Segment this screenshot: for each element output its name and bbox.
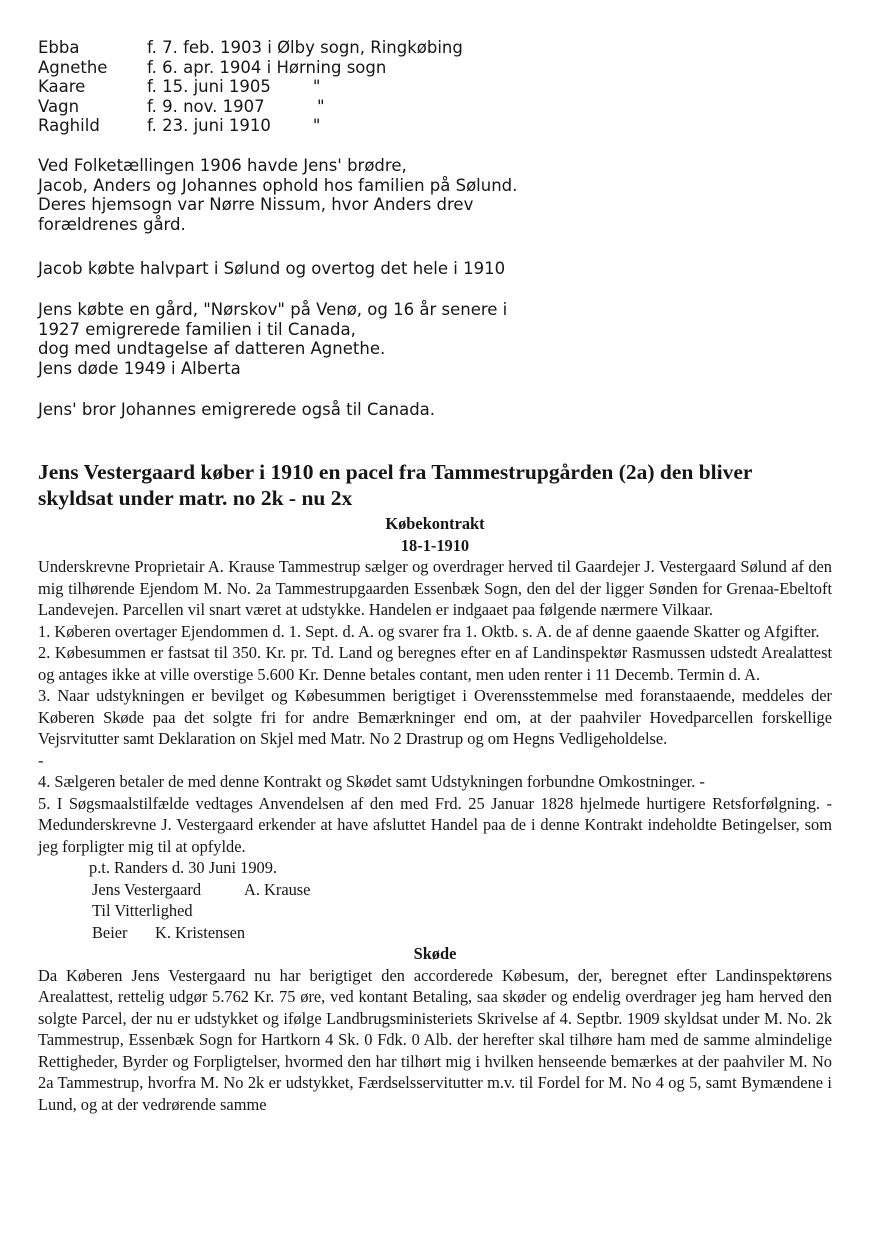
deed-title: Skøde — [413, 944, 457, 963]
child-birth-info: f. 23. juni 1910 " — [147, 116, 321, 136]
child-row — [38, 77, 838, 97]
child-name: Raghild — [38, 116, 100, 136]
child-row — [38, 116, 838, 136]
jens-line: Jens købte en gård, "Nørskov" på Venø, og 16 år senere i — [38, 300, 508, 319]
jens-line: Jens døde 1949 i Alberta — [38, 358, 241, 378]
purchase-contract — [38, 513, 832, 1115]
contract-clause-5: 5. I Søgsmaalstilfælde vedtages Anvendelsen af den med Frd. 25 Januar 1828 hjelmede hurtigere Retsforfølgning. - Medunderskrevne J. Vestergaard erkender at have afsluttet Handel paa de i denne Kontrakt indeholdte Betingelser, som jeg forpligter mig til at opfylde. — [38, 793, 832, 856]
contract-intro: Underskrevne Proprietair A. Krause Tammestrup sælger og overdrager herved til Gaardejer J. Vestergaard Sølund af den mig tilhørende Ejendom M. No. 2a Tammestrupgaarden Essenbæk Sogn, den del der ligger Sønden for Grenaa-Ebeltoft Landevejen. Parcellen vil snart været at udstykke. Handelen er indgaaet paa følgende nærmere Vilkaar. — [38, 557, 832, 619]
census-line: Deres hjemsogn var Nørre Nissum, hvor Anders drev — [38, 195, 474, 215]
contract-title: Købekontrakt — [385, 514, 485, 533]
child-birth-info: f. 15. juni 1905 " — [147, 77, 321, 97]
children-birth-list — [38, 38, 838, 136]
contract-clause-4: 4. Sælgeren betaler de med denne Kontrakt og Skødet samt Udstykningen forbundne Omkostninger. - — [38, 772, 705, 791]
jens-line: 1927 emigrerede familien i til Canada, — [38, 319, 356, 339]
child-row — [38, 38, 838, 58]
contract-dash: - — [38, 750, 44, 770]
child-birth-info: f. 7. feb. 1903 i Ølby sogn, Ringkøbing — [147, 38, 463, 57]
witness-signatures — [38, 922, 832, 944]
child-row — [38, 58, 838, 78]
witness-2: K. Kristensen — [155, 922, 246, 942]
johannes-paragraph — [38, 400, 838, 420]
child-name: Ebba — [38, 38, 80, 57]
witness-label: Til Vitterlighed — [92, 901, 193, 920]
jens-line: dog med undtagelse af datteren Agnethe. — [38, 339, 386, 359]
child-name: Vagn — [38, 96, 80, 116]
census-paragraph — [38, 156, 838, 234]
child-name: Agnethe — [38, 57, 108, 77]
census-line: forældrenes gård. — [38, 214, 186, 234]
contract-clause-1: 1. Køberen overtager Ejendommen d. 1. Sept. d. A. og svarer fra 1. Oktb. s. A. de af denne gaaende Skatter og Afgifter. — [38, 621, 820, 641]
contract-date: 18-1-1910 — [400, 535, 470, 555]
contract-clause-2: 2. Købesummen er fastsat til 350. Kr. pr. Td. Land og beregnes efter en af Landinspektør Rasmussen udstedt Arealattest og antages ikke at ville overstige 5.600 Kr. Denne betales contant, men uden renter i 11 Decemb. Termin d. A. — [38, 643, 832, 684]
jacob-paragraph — [38, 259, 838, 279]
deed-text: Da Køberen Jens Vestergaard nu har berigtiget den accorderede Købesum, der, beregnet efter Landinspektørens Arealattest, rettelig udgør 5.762 Kr. 75 øre, ved kontant Betaling, saa skøder og endelig overdrager jeg ham herved den solgte Parcel, der nu er udstykket og ifølge Landbrugsministeriets Skrivelse af 4. Septbr. 1909 skyldsat under M. No. 2k Tammestrup, Essenbæk Sogn for Hartkorn 4 Sk. 0 Fdk. 0 Alb. der herefter skal tilhøre ham med de samme almindelige Rettigheder, Byrder og Forpligtelser, hvormed den har tilhørt mig i hvilken henseende bemærkes at der paahviler M. No 2a Tammestrup, hvorfra M. No 2k er udstykket, Færdselsservitutter m.v. til Fordel for M. No 4 og 5, samt Bymændene i Lund, og at der vedrørende samme — [38, 965, 832, 1114]
witness-1: Beier — [92, 922, 128, 942]
child-row — [38, 97, 838, 117]
seller-signature: A. Krause — [244, 879, 311, 899]
contract-clause-3: 3. Naar udstykningen er bevilget og Købesummen berigtiget i Overensstemmelse med foranstaaende, meddeles der Køberen Skøde paa det solgte fri for andre Bemærkninger end om, at der paahviler Hovedparcellen forskellige Vejsrvitutter samt Deklaration on Skjel med Matr. No 2 Drastrup og om Hegns Vedligeholdelse. — [38, 686, 832, 748]
jens-paragraph — [38, 300, 838, 378]
child-name: Kaare — [38, 77, 86, 97]
jacob-line: Jacob købte halvpart i Sølund og overtog det hele i 1910 — [38, 259, 506, 278]
contract-signatures — [38, 879, 832, 901]
section-heading: Jens Vestergaard køber i 1910 en pacel fra Tammestrupgården (2a) den bliver skyldsat under matr. no 2k - nu 2x — [38, 460, 753, 510]
census-line: Ved Folketællingen 1906 havde Jens' brødre, — [38, 156, 407, 175]
child-birth-info: f. 9. nov. 1907 " — [147, 96, 325, 116]
census-line: Jacob, Anders og Johannes ophold hos familien på Sølund. — [38, 175, 518, 195]
child-birth-info: f. 6. apr. 1904 i Hørning sogn — [147, 57, 387, 77]
buyer-signature: Jens Vestergaard — [92, 879, 202, 899]
contract-place-date: p.t. Randers d. 30 Juni 1909. — [89, 858, 278, 877]
johannes-line: Jens' bror Johannes emigrerede også til Canada. — [38, 400, 436, 419]
